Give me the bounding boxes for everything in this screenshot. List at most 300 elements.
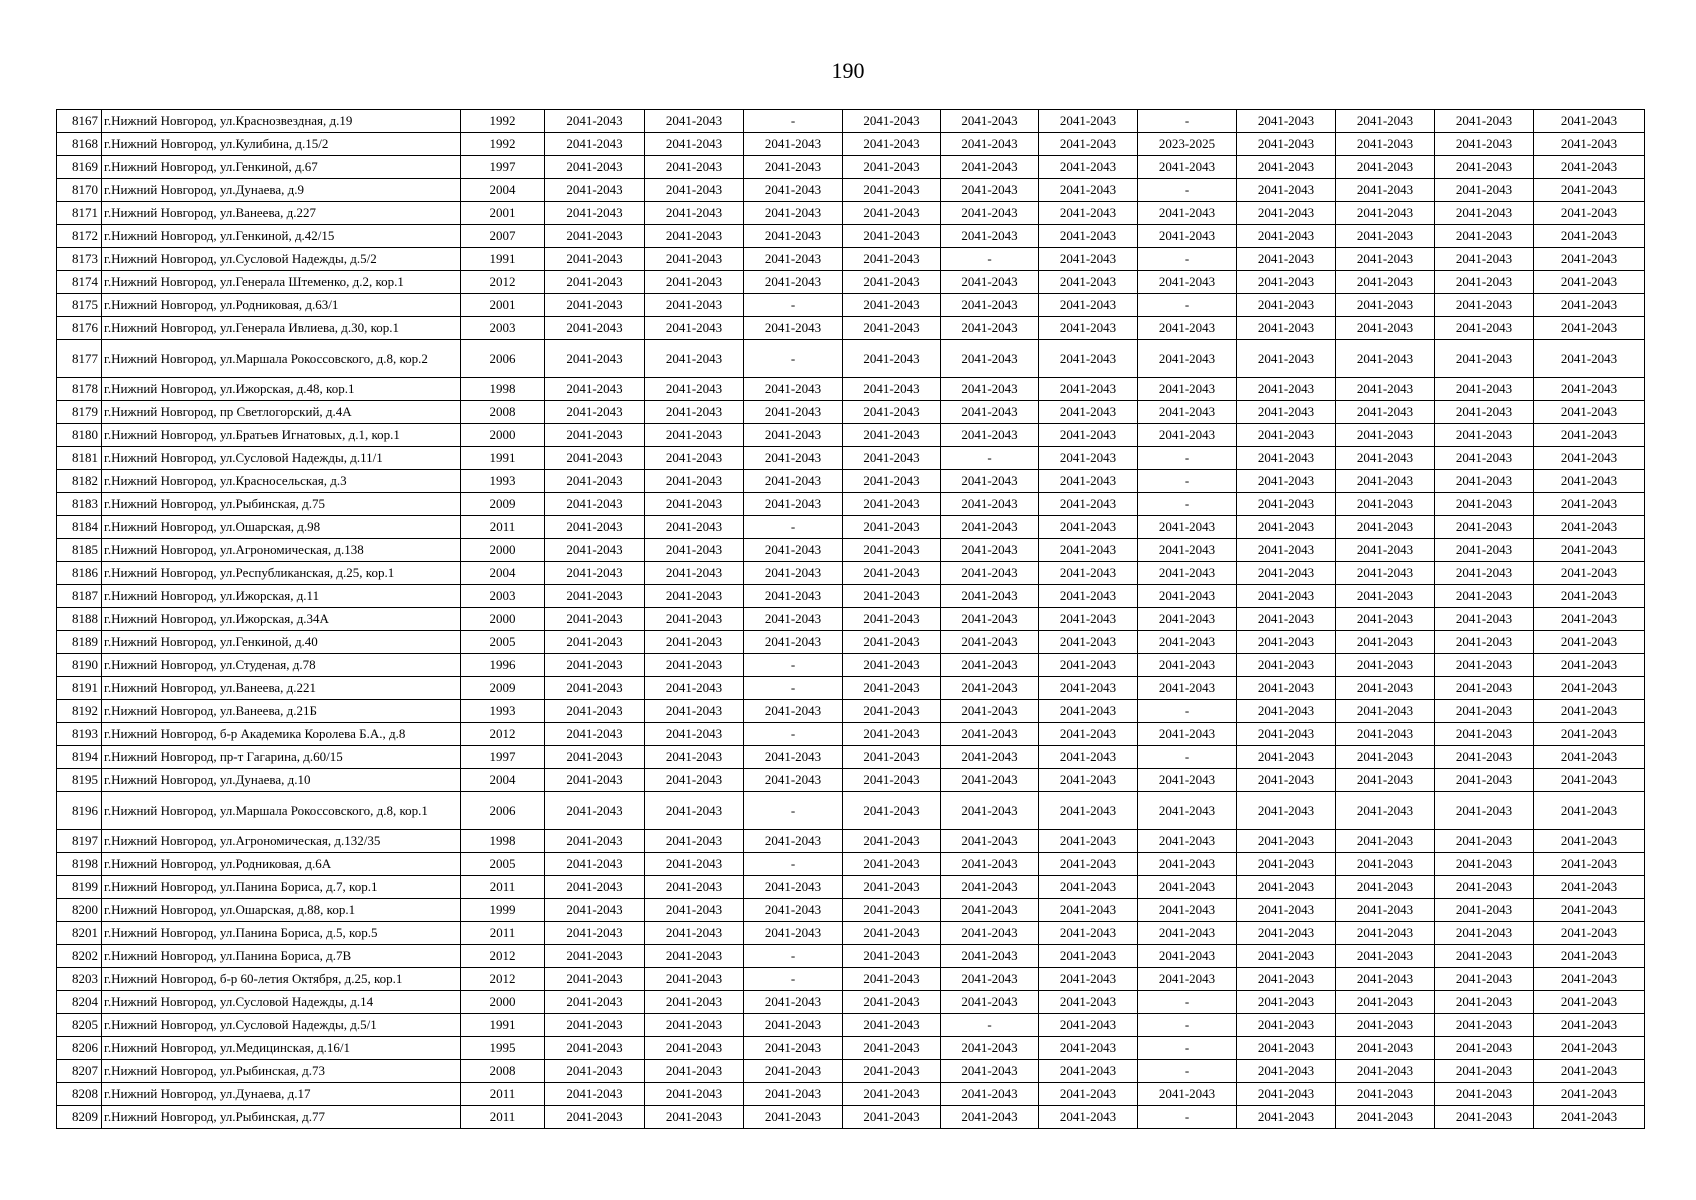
period-cell: 2041-2043 [843,792,941,830]
period-cell: 2041-2043 [1039,631,1138,654]
period-cell: 2041-2043 [1039,1060,1138,1083]
period-cell: - [1138,1106,1237,1129]
period-cell: 2041-2043 [1138,792,1237,830]
period-cell: 2041-2043 [1336,271,1435,294]
year-cell: 2005 [461,853,545,876]
period-cell: 2041-2043 [545,340,645,378]
period-cell: 2041-2043 [843,317,941,340]
period-cell: 2041-2043 [1336,830,1435,853]
period-cell: 2041-2043 [1237,585,1336,608]
period-cell: 2041-2043 [744,493,843,516]
period-cell: 2041-2043 [1237,516,1336,539]
period-cell: 2041-2043 [645,1060,744,1083]
row-number-cell: 8189 [57,631,102,654]
row-number-cell: 8179 [57,401,102,424]
period-cell: 2041-2043 [1138,585,1237,608]
period-cell: 2041-2043 [1336,225,1435,248]
period-cell: 2041-2043 [1237,608,1336,631]
period-cell: 2041-2043 [1237,1037,1336,1060]
period-cell: 2041-2043 [645,654,744,677]
period-cell: 2041-2043 [843,585,941,608]
period-cell: 2041-2043 [1237,1060,1336,1083]
period-cell: 2041-2043 [1039,179,1138,202]
period-cell: 2041-2043 [1435,723,1534,746]
period-cell: 2041-2043 [1039,654,1138,677]
row-number-cell: 8176 [57,317,102,340]
address-cell: г.Нижний Новгород, ул.Ижорская, д.34А [102,608,461,631]
period-cell: 2041-2043 [645,746,744,769]
period-cell: 2041-2043 [744,317,843,340]
table-row [57,470,1645,493]
period-cell: 2041-2043 [1237,769,1336,792]
period-cell: 2041-2043 [545,539,645,562]
period-cell: 2041-2043 [1435,968,1534,991]
period-cell: 2041-2043 [1336,677,1435,700]
period-cell: 2041-2043 [1138,539,1237,562]
period-cell: 2041-2043 [645,1106,744,1129]
table-row [57,677,1645,700]
period-cell: 2041-2043 [1138,723,1237,746]
page-number: 190 [831,58,865,83]
period-cell: 2041-2043 [1336,447,1435,470]
period-cell: 2041-2043 [1237,631,1336,654]
period-cell: 2041-2043 [1039,133,1138,156]
period-cell: 2041-2043 [645,631,744,654]
period-cell: 2041-2043 [1039,746,1138,769]
period-cell: 2041-2043 [843,225,941,248]
row-number-cell: 8185 [57,539,102,562]
address-cell: г.Нижний Новгород, ул.Ошарская, д.98 [102,516,461,539]
period-cell: 2041-2043 [1435,608,1534,631]
address-cell: г.Нижний Новгород, ул.Красносельская, д.3 [102,470,461,493]
period-cell: 2041-2043 [645,991,744,1014]
period-cell: 2041-2043 [1336,700,1435,723]
period-cell: 2041-2043 [744,876,843,899]
period-cell: 2041-2043 [1534,1060,1645,1083]
period-cell: 2041-2043 [1336,516,1435,539]
period-cell: 2041-2043 [1237,654,1336,677]
period-cell: 2041-2043 [1039,1014,1138,1037]
period-cell: - [1138,1037,1237,1060]
period-cell: 2041-2043 [1237,156,1336,179]
period-cell: 2041-2043 [843,516,941,539]
period-cell: 2041-2043 [545,470,645,493]
period-cell: 2041-2043 [1138,271,1237,294]
period-cell: 2041-2043 [1336,585,1435,608]
table-row [57,585,1645,608]
period-cell: 2041-2043 [941,723,1039,746]
row-number-cell: 8204 [57,991,102,1014]
address-cell: г.Нижний Новгород, ул.Панина Бориса, д.5, кор.5 [102,922,461,945]
period-cell: 2041-2043 [941,424,1039,447]
period-cell: 2041-2043 [1534,1014,1645,1037]
period-cell: 2041-2043 [1039,853,1138,876]
period-cell: 2041-2043 [1039,585,1138,608]
period-cell: 2041-2043 [1138,769,1237,792]
period-cell: 2041-2043 [1039,608,1138,631]
period-cell: 2041-2043 [843,654,941,677]
period-cell: 2041-2043 [1435,248,1534,271]
period-cell: 2041-2043 [1138,968,1237,991]
period-cell: 2041-2043 [1534,539,1645,562]
period-cell: 2041-2043 [645,608,744,631]
year-cell: 2001 [461,202,545,225]
period-cell: 2041-2043 [1039,769,1138,792]
period-cell: 2041-2043 [1534,424,1645,447]
address-cell: г.Нижний Новгород, ул.Братьев Игнатовых, д.1, кор.1 [102,424,461,447]
table-row [57,516,1645,539]
address-cell: г.Нижний Новгород, б-р Академика Королева Б.А., д.8 [102,723,461,746]
table-row [57,968,1645,991]
table-row [57,700,1645,723]
table-row [57,424,1645,447]
row-number-cell: 8181 [57,447,102,470]
period-cell: 2041-2043 [1534,110,1645,133]
row-number-cell: 8177 [57,340,102,378]
period-cell: 2041-2043 [843,608,941,631]
period-cell: 2041-2043 [545,110,645,133]
period-cell: 2041-2043 [1336,378,1435,401]
year-cell: 2012 [461,271,545,294]
period-cell: 2041-2043 [1534,294,1645,317]
row-number-cell: 8188 [57,608,102,631]
address-cell: г.Нижний Новгород, ул.Дунаева, д.9 [102,179,461,202]
period-cell: 2041-2043 [645,110,744,133]
period-cell: 2041-2043 [843,830,941,853]
period-cell: 2041-2043 [645,723,744,746]
year-cell: 2004 [461,179,545,202]
address-cell: г.Нижний Новгород, ул.Студеная, д.78 [102,654,461,677]
period-cell: 2041-2043 [1138,156,1237,179]
period-cell: 2041-2043 [1435,202,1534,225]
table-row [57,746,1645,769]
period-cell: 2041-2043 [1237,1106,1336,1129]
period-cell: 2041-2043 [545,876,645,899]
period-cell: 2041-2043 [941,470,1039,493]
period-cell: 2041-2043 [941,945,1039,968]
period-cell: 2041-2043 [1138,562,1237,585]
table-row [57,562,1645,585]
period-cell: 2041-2043 [645,179,744,202]
period-cell: 2041-2043 [1534,493,1645,516]
period-cell: 2041-2043 [1237,447,1336,470]
period-cell: 2041-2043 [545,493,645,516]
period-cell: 2041-2043 [545,1083,645,1106]
address-cell: г.Нижний Новгород, б-р 60-летия Октября, д.25, кор.1 [102,968,461,991]
period-cell: 2041-2043 [645,133,744,156]
period-cell: 2041-2043 [1435,746,1534,769]
period-cell: 2041-2043 [1435,677,1534,700]
period-cell: 2041-2043 [1039,470,1138,493]
period-cell: - [744,723,843,746]
table-row [57,340,1645,378]
year-cell: 1993 [461,700,545,723]
period-cell: - [941,1014,1039,1037]
period-cell: 2041-2043 [1039,562,1138,585]
period-cell: 2041-2043 [1534,899,1645,922]
period-cell: 2041-2043 [545,248,645,271]
period-cell: 2041-2043 [1534,202,1645,225]
year-cell: 1996 [461,654,545,677]
table-row [57,133,1645,156]
period-cell: 2041-2043 [1435,654,1534,677]
period-cell: 2041-2043 [1435,585,1534,608]
period-cell: 2041-2043 [1435,562,1534,585]
period-cell: - [744,110,843,133]
period-cell: 2041-2043 [1237,493,1336,516]
period-cell: 2041-2043 [1039,516,1138,539]
period-cell: 2041-2043 [941,340,1039,378]
period-cell: 2041-2043 [941,608,1039,631]
table-row [57,899,1645,922]
period-cell: 2041-2043 [1237,922,1336,945]
address-cell: г.Нижний Новгород, ул.Республиканская, д.25, кор.1 [102,562,461,585]
period-cell: 2041-2043 [843,876,941,899]
period-cell: 2041-2043 [1534,447,1645,470]
period-cell: 2041-2043 [1237,899,1336,922]
address-cell: г.Нижний Новгород, пр Светлогорский, д.4А [102,401,461,424]
period-cell: 2041-2043 [1534,723,1645,746]
period-cell: 2041-2043 [843,899,941,922]
period-cell: - [1138,179,1237,202]
period-cell: 2041-2043 [545,225,645,248]
period-cell: 2041-2043 [1138,677,1237,700]
period-cell: 2041-2043 [1336,317,1435,340]
table-row [57,876,1645,899]
year-cell: 2000 [461,991,545,1014]
period-cell: 2041-2043 [1237,991,1336,1014]
period-cell: 2041-2043 [545,631,645,654]
period-cell: 2041-2043 [545,746,645,769]
period-cell: 2041-2043 [1039,156,1138,179]
period-cell: 2041-2043 [941,853,1039,876]
period-cell: 2041-2043 [645,202,744,225]
year-cell: 2011 [461,922,545,945]
period-cell: 2041-2043 [744,585,843,608]
address-cell: г.Нижний Новгород, ул.Ижорская, д.48, кор.1 [102,378,461,401]
period-cell: 2041-2043 [1039,677,1138,700]
period-cell: 2041-2043 [744,746,843,769]
table-row [57,401,1645,424]
period-cell: 2041-2043 [1336,723,1435,746]
period-cell: 2041-2043 [843,179,941,202]
period-cell: 2041-2043 [1435,470,1534,493]
address-cell: г.Нижний Новгород, ул.Ижорская, д.11 [102,585,461,608]
period-cell: 2041-2043 [1336,1083,1435,1106]
period-cell: 2041-2043 [1039,248,1138,271]
row-number-cell: 8205 [57,1014,102,1037]
table-row [57,156,1645,179]
period-cell: 2041-2043 [1534,317,1645,340]
period-cell: - [941,447,1039,470]
year-cell: 2008 [461,401,545,424]
period-cell: 2041-2043 [645,470,744,493]
period-cell: 2041-2043 [1237,830,1336,853]
year-cell: 2004 [461,769,545,792]
period-cell: 2041-2043 [1237,424,1336,447]
period-cell: - [744,340,843,378]
table-row [57,110,1645,133]
table-row [57,378,1645,401]
period-cell: 2041-2043 [744,562,843,585]
period-cell: 2041-2043 [1237,562,1336,585]
period-cell: 2041-2043 [1534,133,1645,156]
period-cell: - [1138,470,1237,493]
year-cell: 1997 [461,156,545,179]
period-cell: - [1138,248,1237,271]
year-cell: 2003 [461,317,545,340]
period-cell: 2041-2043 [645,271,744,294]
period-cell: 2041-2043 [1237,700,1336,723]
period-cell: 2041-2043 [1435,1037,1534,1060]
year-cell: 2012 [461,945,545,968]
period-cell: 2041-2043 [1237,179,1336,202]
table-row [57,945,1645,968]
period-cell: 2041-2043 [941,876,1039,899]
year-cell: 2000 [461,539,545,562]
period-cell: 2041-2043 [1039,378,1138,401]
period-cell: 2041-2043 [645,562,744,585]
period-cell: 2041-2043 [843,294,941,317]
period-cell: 2041-2043 [744,608,843,631]
period-cell: 2041-2043 [1039,876,1138,899]
period-cell: 2041-2043 [843,470,941,493]
period-cell: 2041-2043 [1435,899,1534,922]
address-cell: г.Нижний Новгород, ул.Генкиной, д.42/15 [102,225,461,248]
address-cell: г.Нижний Новгород, ул.Родниковая, д.6А [102,853,461,876]
period-cell: 2041-2043 [1534,968,1645,991]
period-cell: 2041-2043 [1237,133,1336,156]
address-cell: г.Нижний Новгород, ул.Сусловой Надежды, д.14 [102,991,461,1014]
period-cell: - [1138,700,1237,723]
address-cell: г.Нижний Новгород, ул.Сусловой Надежды, д.11/1 [102,447,461,470]
table-row [57,248,1645,271]
period-cell: 2041-2043 [941,1083,1039,1106]
period-cell: 2041-2043 [941,585,1039,608]
period-cell: 2041-2043 [545,156,645,179]
period-cell: 2041-2043 [1237,271,1336,294]
period-cell: 2041-2043 [1534,1083,1645,1106]
period-cell: 2041-2043 [1534,769,1645,792]
period-cell: 2041-2043 [1138,1083,1237,1106]
period-cell: 2041-2043 [941,1037,1039,1060]
row-number-cell: 8184 [57,516,102,539]
period-cell: 2041-2043 [645,317,744,340]
period-cell: 2041-2043 [744,830,843,853]
period-cell: 2041-2043 [1336,631,1435,654]
period-cell: - [744,792,843,830]
period-cell: 2041-2043 [1336,156,1435,179]
period-cell: - [1138,991,1237,1014]
period-cell: - [744,945,843,968]
year-cell: 1999 [461,899,545,922]
address-cell: г.Нижний Новгород, ул.Ванеева, д.21Б [102,700,461,723]
row-number-cell: 8169 [57,156,102,179]
period-cell: 2041-2043 [1336,539,1435,562]
period-cell: 2041-2043 [1039,792,1138,830]
period-cell: 2041-2043 [1237,401,1336,424]
row-number-cell: 8167 [57,110,102,133]
period-cell: 2041-2043 [1435,271,1534,294]
period-cell: 2041-2043 [545,585,645,608]
address-cell: г.Нижний Новгород, ул.Дунаева, д.17 [102,1083,461,1106]
period-cell: - [1138,746,1237,769]
period-cell: 2041-2043 [1435,179,1534,202]
period-cell: 2041-2043 [545,608,645,631]
period-cell: 2041-2043 [645,968,744,991]
period-cell: 2041-2043 [843,723,941,746]
period-cell: 2041-2043 [1435,225,1534,248]
period-cell: 2041-2043 [1237,968,1336,991]
period-cell: 2041-2043 [545,830,645,853]
period-cell: 2041-2043 [545,945,645,968]
period-cell: 2041-2043 [941,156,1039,179]
period-cell: 2041-2043 [1336,340,1435,378]
row-number-cell: 8199 [57,876,102,899]
period-cell: 2041-2043 [744,179,843,202]
period-cell: 2041-2043 [744,1037,843,1060]
period-cell: 2041-2043 [1435,1083,1534,1106]
period-cell: 2041-2043 [545,401,645,424]
period-cell: 2041-2043 [1039,1083,1138,1106]
period-cell: 2041-2043 [645,945,744,968]
period-cell: 2041-2043 [1237,378,1336,401]
address-cell: г.Нижний Новгород, ул.Рыбинская, д.75 [102,493,461,516]
table-row [57,1106,1645,1129]
row-number-cell: 8207 [57,1060,102,1083]
year-cell: 1991 [461,1014,545,1037]
table-row [57,1060,1645,1083]
table-row [57,294,1645,317]
period-cell: 2041-2043 [1138,899,1237,922]
period-cell: 2041-2043 [744,1060,843,1083]
row-number-cell: 8192 [57,700,102,723]
period-cell: 2041-2043 [843,493,941,516]
period-cell: 2041-2043 [843,539,941,562]
period-cell: 2041-2043 [545,179,645,202]
period-cell: 2041-2043 [1534,853,1645,876]
row-number-cell: 8193 [57,723,102,746]
period-cell: 2041-2043 [744,922,843,945]
table-row [57,317,1645,340]
row-number-cell: 8168 [57,133,102,156]
period-cell: 2041-2043 [1039,401,1138,424]
period-cell: 2041-2043 [1336,179,1435,202]
period-cell: 2041-2043 [1534,401,1645,424]
table-row [57,447,1645,470]
period-cell: 2041-2043 [1435,317,1534,340]
period-cell: 2041-2043 [1534,225,1645,248]
period-cell: 2041-2043 [1435,945,1534,968]
period-cell: 2041-2043 [1138,378,1237,401]
period-cell: 2041-2043 [1435,830,1534,853]
year-cell: 2007 [461,225,545,248]
period-cell: 2041-2043 [1138,225,1237,248]
period-cell: 2041-2043 [941,769,1039,792]
address-cell: г.Нижний Новгород, ул.Краснозвездная, д.19 [102,110,461,133]
year-cell: 1997 [461,746,545,769]
period-cell: 2041-2043 [1336,746,1435,769]
period-cell: - [744,654,843,677]
period-cell: 2041-2043 [941,401,1039,424]
row-number-cell: 8170 [57,179,102,202]
period-cell: 2041-2043 [941,830,1039,853]
period-cell: 2041-2043 [843,562,941,585]
year-cell: 1993 [461,470,545,493]
row-number-cell: 8173 [57,248,102,271]
period-cell: 2041-2043 [1336,899,1435,922]
year-cell: 2006 [461,340,545,378]
